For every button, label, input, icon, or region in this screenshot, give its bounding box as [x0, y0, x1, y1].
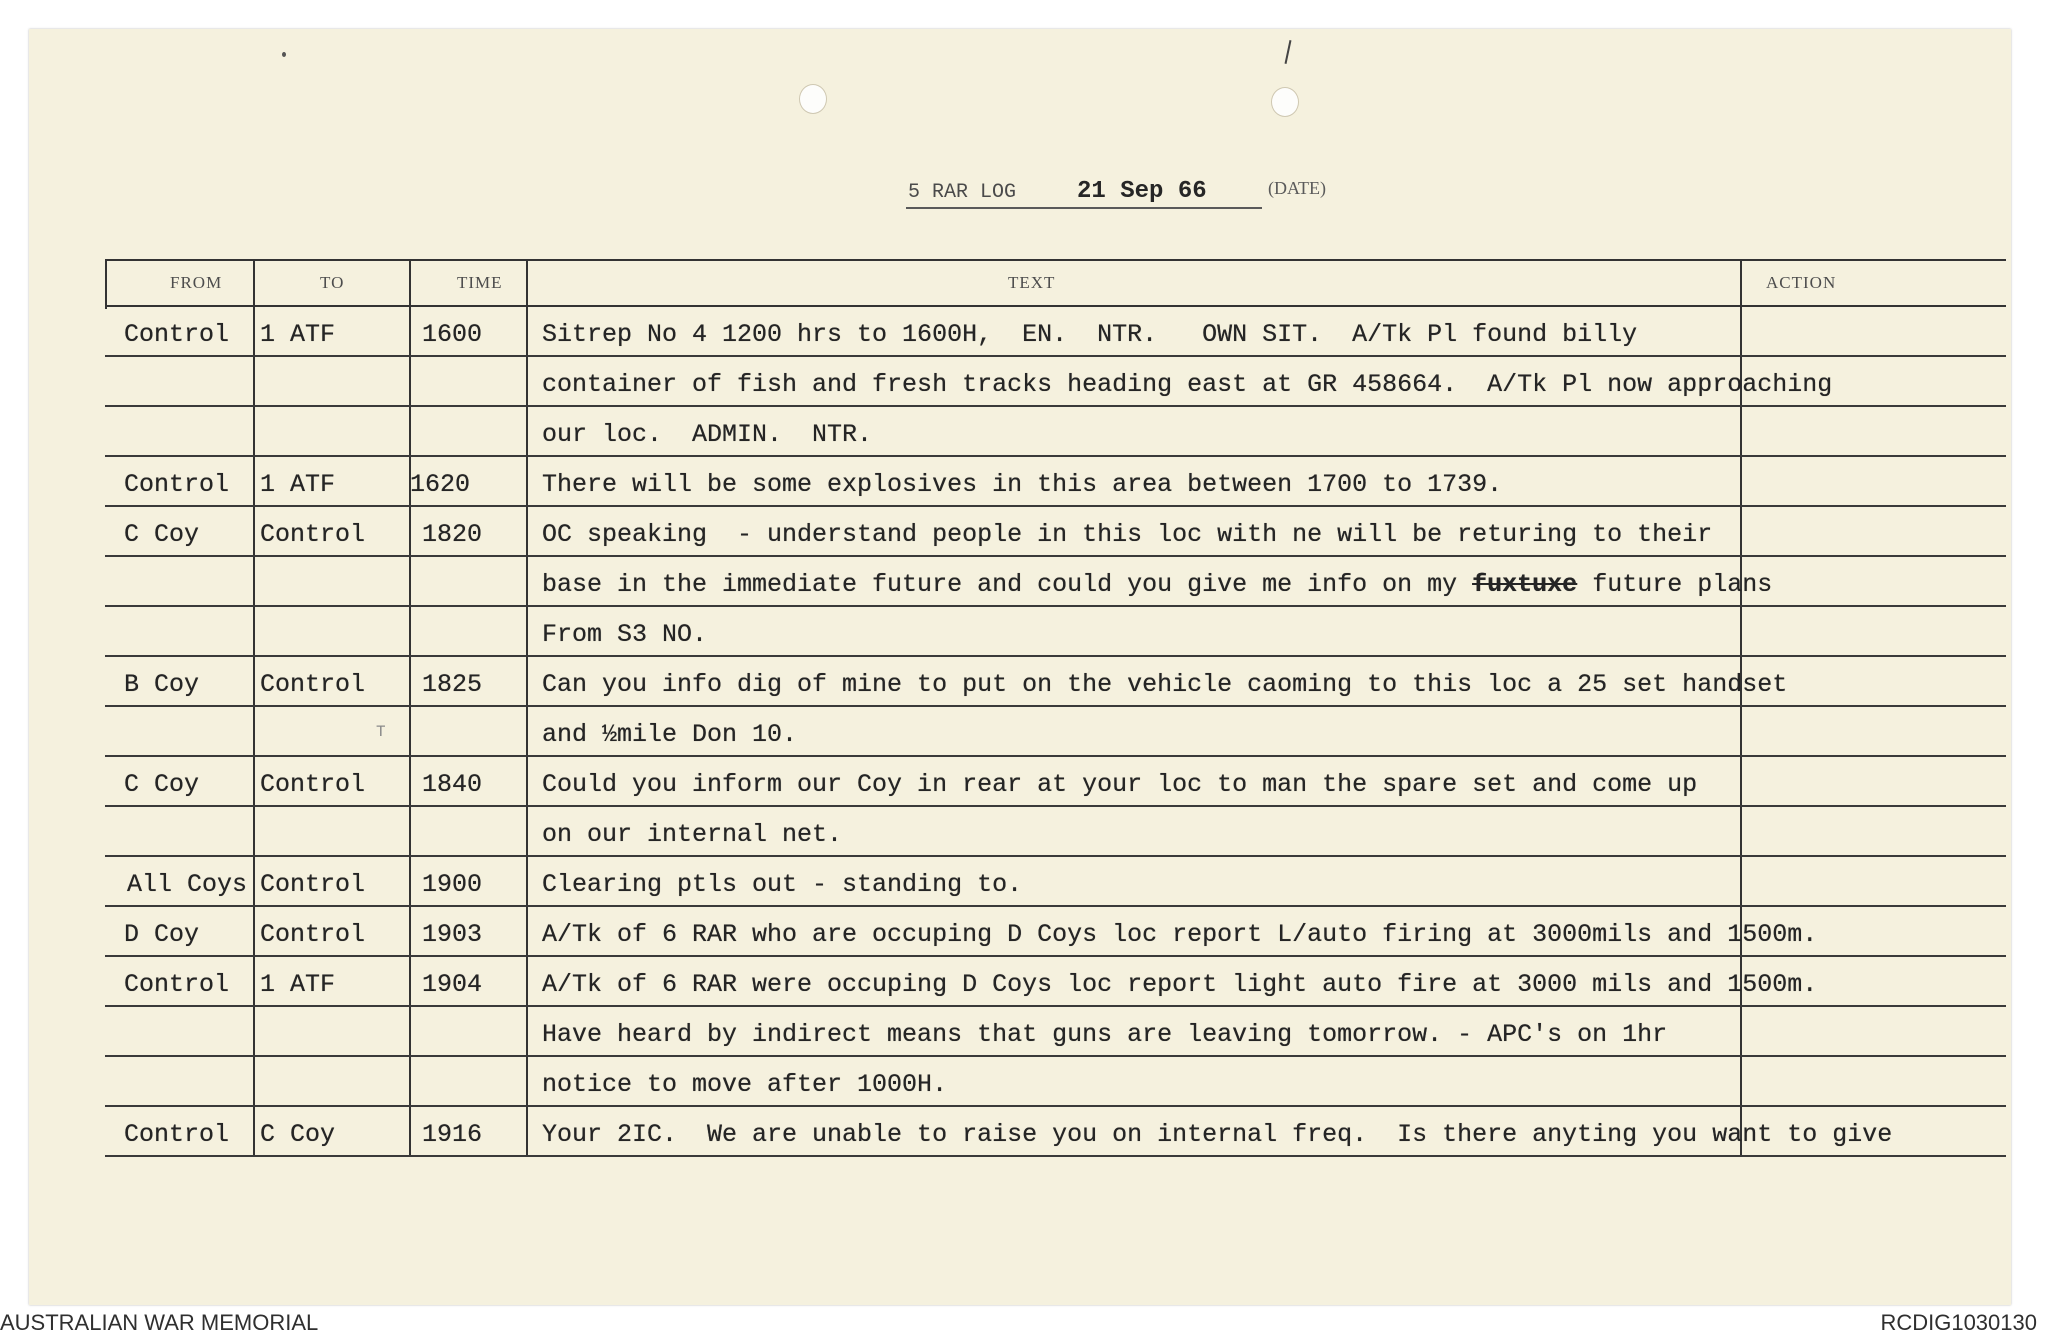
- entry-text-line: Can you info dig of mine to put on the vehicle caoming to this loc a 25 set handset: [542, 670, 1788, 699]
- header-text: TEXT: [1008, 273, 1056, 292]
- table-row: [105, 857, 2006, 907]
- punch-hole: [799, 84, 827, 114]
- table-row: [105, 1007, 2006, 1057]
- struck-out-word: fuxtuxe: [1472, 570, 1578, 599]
- header-from: FROM: [170, 273, 223, 292]
- entry-time: 1904: [422, 970, 483, 999]
- entry-text-line: A/Tk of 6 RAR were occuping D Coys loc report light auto fire at 3000 mils and 1500m.: [542, 970, 1818, 999]
- table-row: [105, 557, 2006, 607]
- entry-time: 1820: [422, 520, 483, 549]
- text-segment: future plans: [1577, 570, 1773, 599]
- entry-time: 1916: [422, 1120, 483, 1149]
- table-row: [105, 1057, 2006, 1107]
- table-row: [105, 657, 2006, 707]
- entry-to: Control: [260, 870, 366, 899]
- entry-from: C Coy: [124, 520, 200, 549]
- entry-to: Control: [260, 520, 366, 549]
- entry-time: 1903: [422, 920, 483, 949]
- table-header: [105, 259, 2006, 307]
- table-row: [105, 907, 2006, 957]
- entry-from: D Coy: [124, 920, 200, 949]
- date-label: (DATE): [1268, 178, 1326, 198]
- entry-from: Control: [124, 970, 230, 999]
- table-row: [105, 957, 2006, 1007]
- table-row: [105, 707, 2006, 757]
- entry-text-line: Could you inform our Coy in rear at your loc to man the spare set and come up: [542, 770, 1698, 799]
- entry-text-line: container of fish and fresh tracks heading east at GR 458664. A/Tk Pl now approaching: [542, 370, 1833, 399]
- log-entry: [105, 907, 2006, 957]
- pen-dot: [282, 52, 286, 57]
- entry-time: 1825: [422, 670, 483, 699]
- entry-text-line: Clearing ptls out - standing to.: [542, 870, 1023, 899]
- log-entry: [105, 1107, 2006, 1157]
- entry-text-line: OC speaking - understand people in this loc with ne will be returing to their: [542, 520, 1713, 549]
- stray-typewriter-mark: T: [376, 723, 386, 741]
- archive-reference: RCDIG1030130: [1880, 1310, 2037, 1335]
- entry-text-line: and ½mile Don 10.: [542, 720, 798, 749]
- entry-from: Control: [124, 1120, 230, 1149]
- header-time: TIME: [457, 273, 503, 292]
- entry-to: 1 ATF: [260, 470, 336, 499]
- table-row: [105, 807, 2006, 857]
- entry-to: 1 ATF: [260, 970, 336, 999]
- header-action: ACTION: [1766, 273, 1837, 292]
- log-date: 21 Sep 66: [1077, 178, 1207, 205]
- log-entry: [105, 757, 2006, 857]
- log-entry: [105, 857, 2006, 907]
- table-row: [105, 1107, 2006, 1157]
- entry-text-line: A/Tk of 6 RAR who are occuping D Coys loc report L/auto firing at 3000mils and 1500m.: [542, 920, 1818, 949]
- entry-to: Control: [260, 670, 366, 699]
- table-row: [105, 307, 2006, 357]
- entry-time: 1600: [422, 320, 483, 349]
- entry-to: Control: [260, 770, 366, 799]
- entry-text-line: our loc. ADMIN. NTR.: [542, 420, 873, 449]
- text-segment: base in the immediate future and could you give me info on my: [542, 570, 1473, 599]
- log-entry: [105, 507, 2006, 657]
- table-row: [105, 357, 2006, 407]
- log-entry: [105, 957, 2006, 1107]
- title-underline: [906, 207, 1262, 209]
- entry-text-line: notice to move after 1000H.: [542, 1070, 948, 1099]
- entry-to: 1 ATF: [260, 320, 336, 349]
- entry-from: All Coys: [127, 870, 248, 899]
- table-row: [105, 507, 2006, 557]
- archive-credit: AUSTRALIAN WAR MEMORIAL: [0, 1310, 319, 1335]
- entry-text-line: Sitrep No 4 1200 hrs to 1600H, EN. NTR. OWN SIT. A/Tk Pl found billy: [542, 320, 1638, 349]
- entry-to: C Coy: [260, 1120, 336, 1149]
- entry-text-line: on our internal net.: [542, 820, 843, 849]
- table-row: [105, 607, 2006, 657]
- entry-time: 1620: [410, 470, 471, 499]
- entry-from: B Coy: [124, 670, 200, 699]
- header-to: TO: [320, 273, 345, 292]
- entry-text-line: There will be some explosives in this area between 1700 to 1739.: [542, 470, 1503, 499]
- entry-from: Control: [124, 320, 230, 349]
- table-row: [105, 757, 2006, 807]
- entry-text-line: Have heard by indirect means that guns are leaving tomorrow. - APC's on 1hr: [542, 1020, 1668, 1049]
- entry-time: 1840: [422, 770, 483, 799]
- table-row: [105, 407, 2006, 457]
- entry-from: C Coy: [124, 770, 200, 799]
- log-table: [105, 259, 2006, 1157]
- header-left-rule: [105, 261, 107, 309]
- punch-hole: [1271, 87, 1299, 117]
- entry-time: 1900: [422, 870, 483, 899]
- entry-text-line: From S3 NO.: [542, 620, 708, 649]
- entry-from: Control: [124, 470, 230, 499]
- log-entry: [105, 657, 2006, 757]
- table-row: [105, 457, 2006, 507]
- entry-to: Control: [260, 920, 366, 949]
- log-entry: [105, 457, 2006, 507]
- log-unit-title: 5 RAR LOG: [908, 181, 1017, 204]
- entry-text-line: [542, 570, 1772, 600]
- entry-text-line: Your 2IC. We are unable to raise you on internal freq. Is there anyting you want to give: [542, 1120, 1893, 1149]
- log-entry: [105, 307, 2006, 457]
